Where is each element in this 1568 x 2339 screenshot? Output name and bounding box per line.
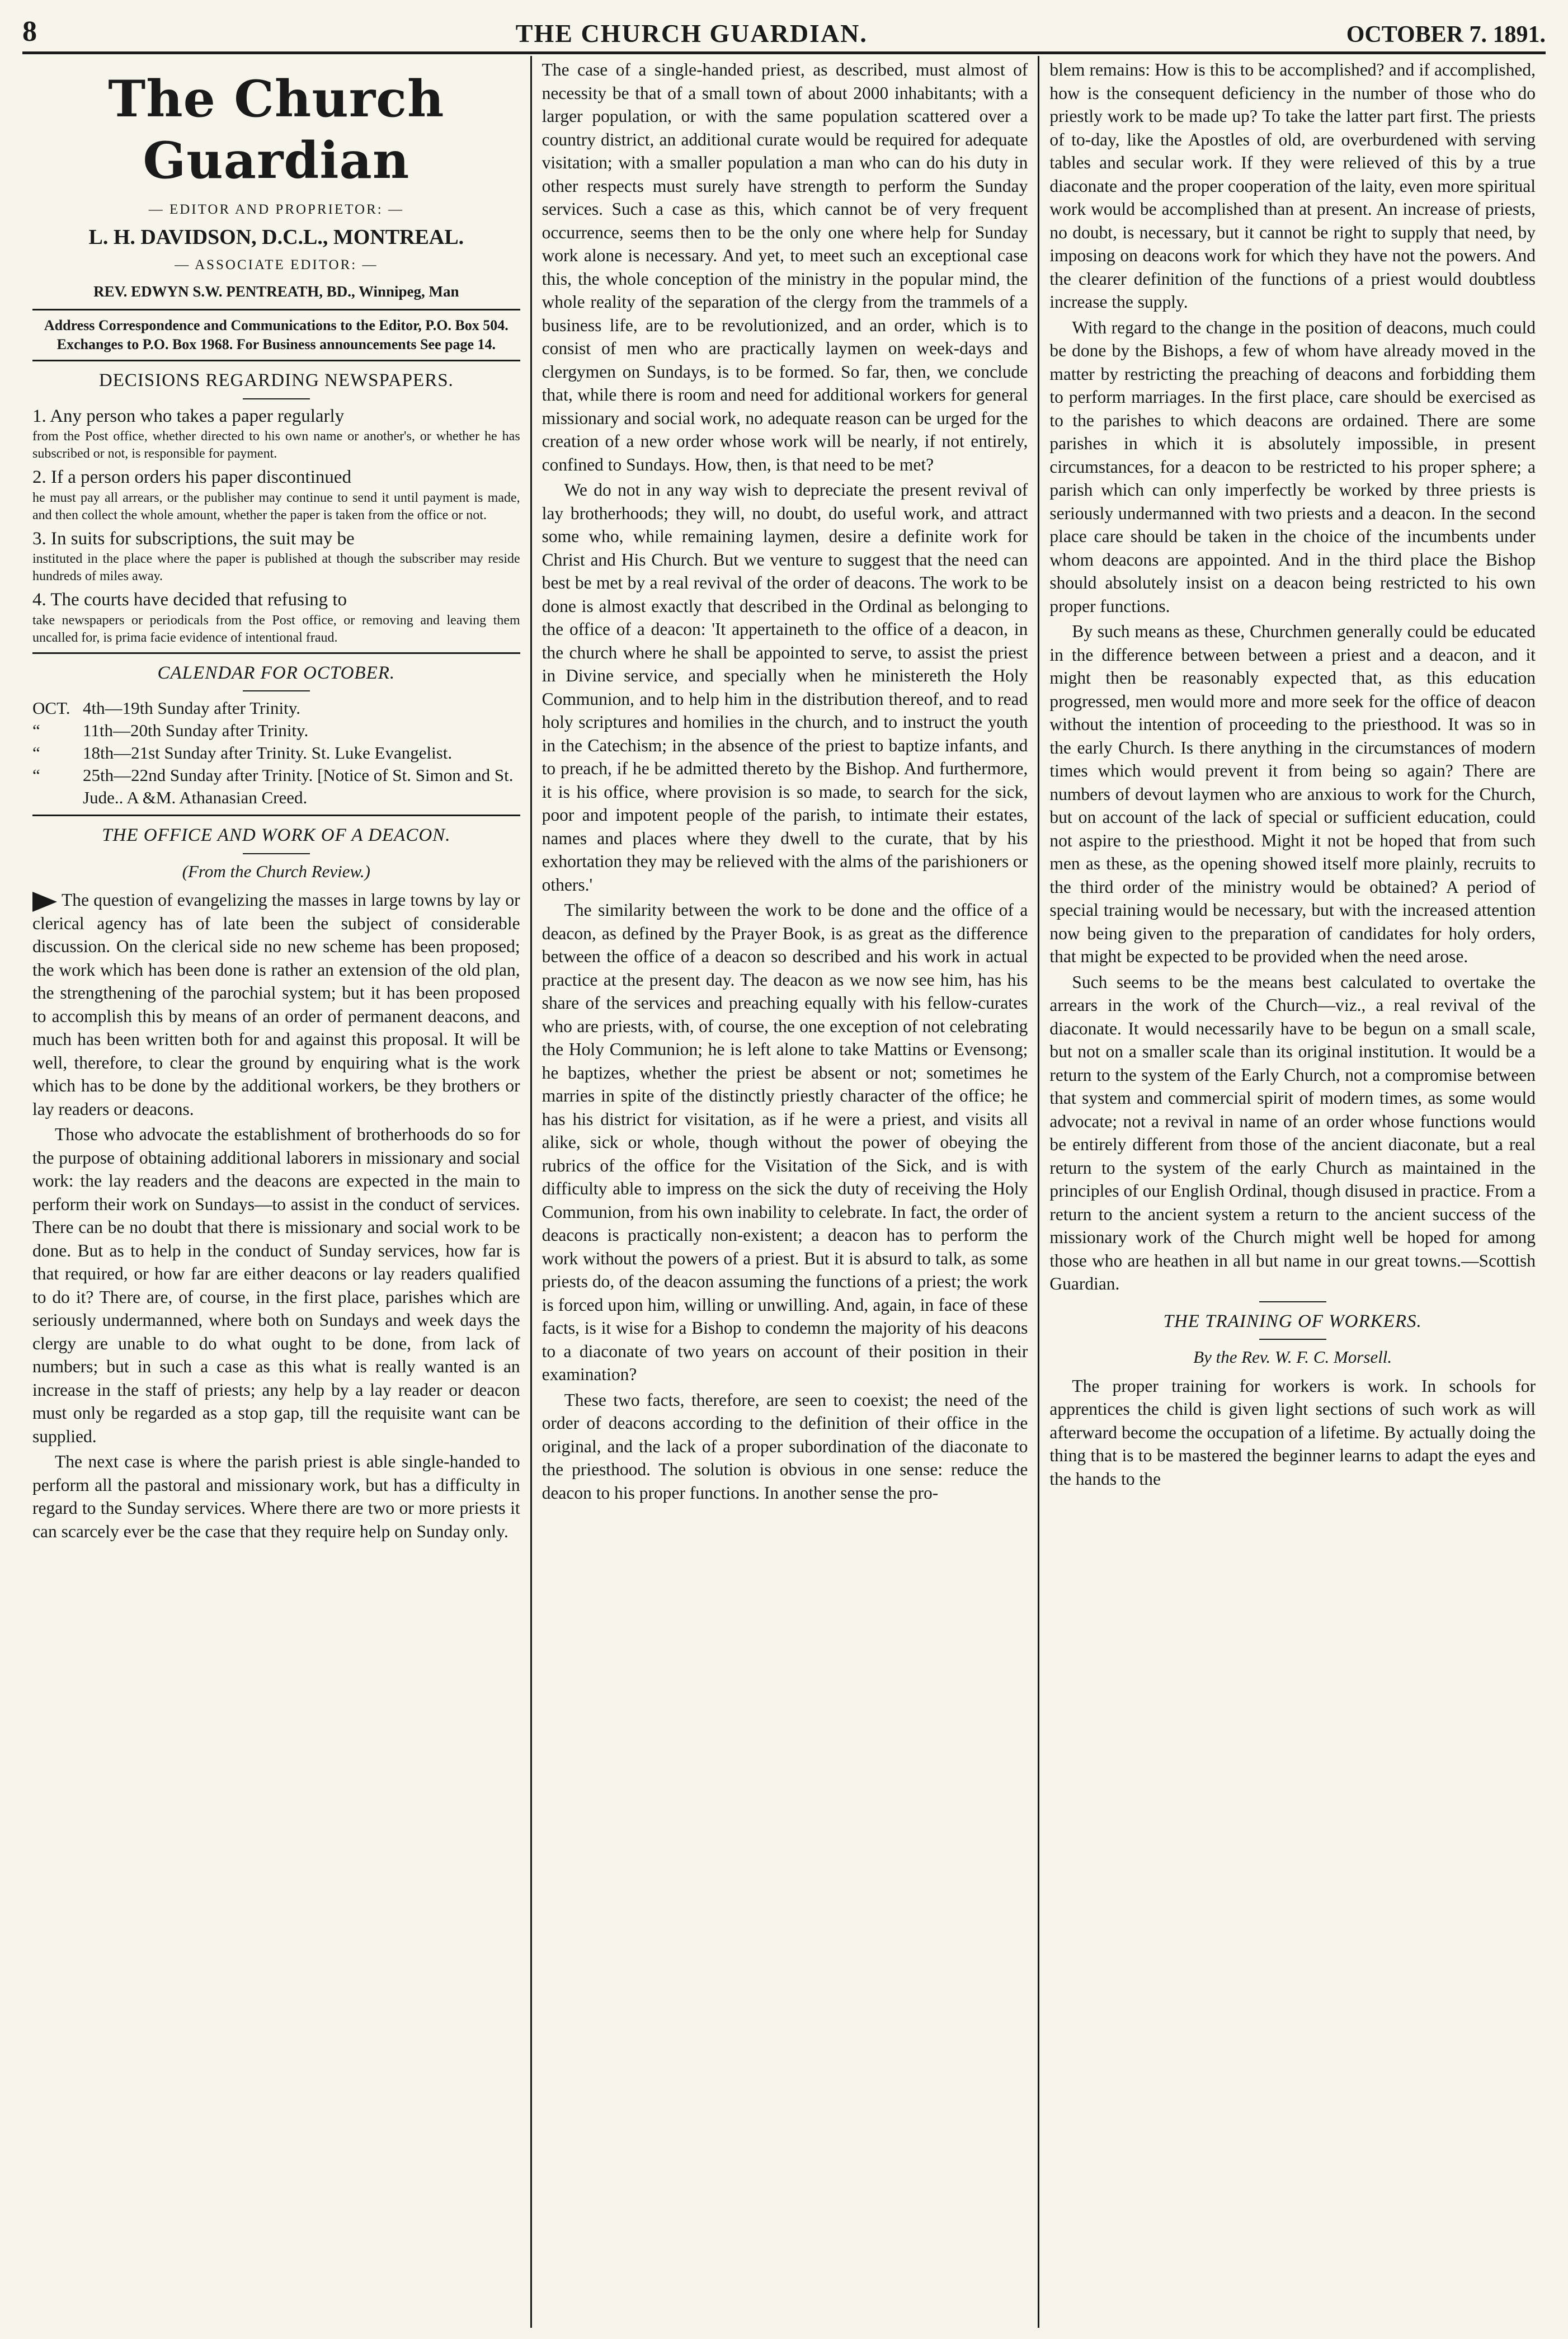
calendar-entry: 11th—20th Sunday after Trinity.: [83, 721, 309, 740]
decision-item: [32, 528, 520, 586]
column-3: [1038, 56, 1546, 2328]
calendar-entry: 25th—22nd Sunday after Trinity. [Notice of St. Simon and St. Jude.. A &M. Athanasian Creed.: [83, 765, 514, 807]
calendar-title: CALENDAR FOR OCTOBER.: [157, 662, 395, 683]
article-paragraph: The similarity between the work to be done and the office of a deacon, as defined by the Prayer Book, is as great as the difference between the office of a deacon so described and his work in actual practice at the present day. The deacon as we now see him, has his share of the services and preaching equally with his fellow-curates who are priests, with, of course, the one exception of not celebrating the Holy Communion; he is left alone to take Mattins or Evensong; he baptizes, whether the priest be absent or not; sometimes he marries in spite of the distinctly priestly character of the office; he has his district for visitation, as if he were a priest, and visits all alike, sick or whole, though without the power of obeying the rubrics of the office for the Visitation of the Sick, and is with difficulty able to impress on the sick the duty of receiving the Holy Communion, from his own inability to celebrate. In fact, the order of deacons is practically non-existent; a deacon has to perform the work without the powers of a priest. But it is absurd to talk, as some priests do, of the deacon assuming the functions of a priest; the work is forced upon him, willing or unwilling. And, again, in face of these facts, is it wise for a Bishop to condemn the majority of his deacons to a diaconate of two years on account of their position in their examination?: [541, 900, 1028, 1384]
decisions-title: DECISIONS REGARDING NEWSPAPERS.: [98, 370, 454, 390]
workers-article-byline: By the Rev. W. F. C. Morsell.: [1193, 1347, 1392, 1367]
article-paragraph: The next case is where the parish priest is able single-handed to perform all the pastoral and missionary work, but has a difficulty in regard to the Sunday services. Where there are two or more priests it can scarcely ever be the case that they require help on Sunday only.: [32, 1452, 520, 1541]
article-paragraph: We do not in any way wish to depreciate the present revival of lay brotherhoods; they will, no doubt, do useful work, and attract some who, while remaining laymen, desire a definite work for Christ and His Church. But we venture to suggest that the need can best be met by a real revival of the order of deacons. The work to be done is almost exactly that described in the Ordinal as belonging to the office of a deacon: 'It appertaineth to the office of a deacon, in the church where he shall be appointed to serve, to assist the priest in Divine service, and specially when he ministereth the Holy Communion, and to help him in the distribution thereof, and to read holy scriptures and homilies in the church, and to instruct the youth in the Catechism; in the absence of the priest to baptize infants, and to preach, if he be admitted thereto by the Bishop. And furthermore, it is his office, where provision is so made, to search for the sick, poor and impotent people of the parish, to intimate their estates, names and places where they dwell to the curate, that by his exhortation they may be relieved with the alms of the parishioners or others.': [541, 480, 1028, 895]
short-divider: [1259, 1301, 1326, 1302]
divider: [32, 360, 520, 361]
article-paragraph: Those who advocate the establishment of brotherhoods do so for the purpose of obtaining additional laborers in missionary and social work: the lay readers and the deacons are expected in the main to perform their work on Sundays—to assist in the conduct of services. There can be no doubt that there is missionary and social work to be done. But as to help in the conduct of Sunday services, how far is that required, or how far are either deacons or lay readers qualified to do it? There are, of course, in the first place, parishes which are seriously undermanned, where both on Sundays and week days the clergy are unable to do what ought to be done, from lack of numbers; but in such a case as this what is really wanted is an increase in the staff of priests; any help by a lay reader or deacon must only be regarded as a stop gap, till the requisite want can be supplied.: [32, 1124, 520, 1446]
calendar-month: “: [32, 743, 40, 763]
article-paragraph: By such means as these, Churchmen generally could be educated in the difference between between a priest and a deacon, and it might then be reasonably expected that, as this education progressed, men would more and more seek for the office of deacon without the intention of proceeding to the priesthood. It was so in the early Church. Is there anything in the circumstances of modern times which would prevent it from being so again? There are numbers of devout laymen who are anxious to work for the Church, but on account of the lack of special or sufficient education, could not aspire to the priesthood. Might it not be hoped that from such men as these, as the opening showed itself more plainly, recruits to the third order of the ministry would be obtained? A period of special training would be necessary, but with the increased attention now being given to the preparation of candidates for holy orders, that might be expected to be provided when the need arose.: [1049, 622, 1536, 966]
divider: [32, 309, 520, 310]
calendar-month: OCT.: [32, 698, 70, 718]
decision-lead: 4. The courts have decided that refusing to: [32, 590, 347, 610]
decision-lead: 2. If a person orders his paper discontinued: [32, 467, 352, 487]
short-divider: [243, 853, 310, 854]
paragraph-text: The question of evangelizing the masses in large towns by lay or clerical agency has of late been the subject of considerable discussion. On the clerical side no new scheme has been proposed; the work which has been done is rather an extension of the old plan, the strengthening of the parochial system; but it has been proposed to accomplish this by means of an order of permanent deacons, and much has been written both for and against this proposal. It will be well, therefore, to clear the ground by enquiring what is the work which has to be done by the additional workers, be they brothers or lay readers or deacons.: [32, 890, 520, 1119]
article-paragraph: Such seems to be the means best calculated to overtake the arrears in the work of the Church—viz., a real revival of the diaconate. It would necessarily have to be begun on a small scale, but not on a smaller scale than its original institution. It would be a return to the system of the Early Church, not a compromise between that system and commercial spirit of modern times, as some would advocate; not a revival in name of an order whose functions would be entirely different from those of the ancient diaconate, but a real return to the system of the early Church as maintained in the principles of our English Ordinal, though disused in practice. From a return to the ancient system a return to the ancient success of the missionary work of the Church might well be hoped for among those who are heathen in all but name in our great towns.—Scottish Guardian.: [1049, 972, 1536, 1293]
running-head: [22, 12, 1546, 54]
calendar-row: [32, 697, 520, 719]
pointing-hand-icon: [32, 892, 57, 912]
decision-item: [32, 405, 520, 463]
decision-text: from the Post office, whether directed to his own name or another's, or whether he has subscribed or not, is responsible for payment.: [32, 429, 520, 461]
calendar-month: “: [32, 721, 40, 740]
columns: [22, 56, 1546, 2328]
article-paragraph: The case of a single-handed priest, as described, must almost of necessity be that of a small town of about 2000 inhabitants; with a larger population, or with the same population scattered over a country district, an additional curate would be required for adequate visitation; with a smaller population a man who can do his duty in other respects must surely have strength to perform the Sunday services. Such a case as this, which cannot be of very frequent occurrence, seems then to be the only one where help for Sunday work alone is necessary. And yet, to meet such an exceptional case this, the whole conception of the ministry in the popular mind, the whole reality of the separation of the clergy from the trammels of a business life, are to be revolutionized, and an order, which is to consist of men who are practically laymen on week-days and clergymen on Sundays, is to be formed. So far, then, we conclude that, while there is room and need for additional workers for general missionary and social work, no adequate reason can be urged for the creation of a new order whose work will be nearly, if not entirely, confined to Sundays. How, then, is that need to be met?: [541, 60, 1028, 474]
divider: [32, 652, 520, 654]
address-notice: Address Correspondence and Communications to the Editor, P.O. Box 504. Exchanges to P.O. Box 1968. For Business announcements See page 14.: [44, 317, 508, 352]
calendar-row: [32, 764, 520, 809]
calendar-entry: 18th—21st Sunday after Trinity. St. Luke Evangelist.: [83, 743, 453, 763]
column-1: [22, 56, 530, 2328]
decision-text: take newspapers or periodicals from the Post office, or removing and leaving them uncalled for, is prima facie evidence of intentional fraud.: [32, 613, 520, 645]
decision-text: instituted in the place where the paper is published at though the subscriber may reside hundreds of miles away.: [32, 552, 520, 583]
calendar-row: [32, 719, 520, 742]
decision-lead: 1. Any person who takes a paper regularly: [32, 406, 345, 426]
article-paragraph: [32, 888, 520, 1121]
editor-name: L. H. DAVIDSON, D.C.L., MONTREAL.: [88, 225, 464, 249]
short-divider: [243, 690, 310, 691]
associate-name: REV. EDWYN S.W. PENTREATH, BD., Winnipeg, Man: [93, 283, 459, 300]
issue-date: OCTOBER 7. 1891.: [1346, 22, 1546, 48]
article-paragraph: These two facts, therefore, are seen to coexist; the need of the order of deacons according to the definition of their office in the original, and the lack of a proper subordination of the diaconate to the priesthood. The solution is obvious in one sense: reduce the deacon to his proper functions. In another sense the pro-: [541, 1390, 1028, 1503]
calendar-row: [32, 742, 520, 764]
associate-label: — ASSOCIATE EDITOR: —: [175, 257, 378, 272]
article-paragraph: blem remains: How is this to be accomplished? and if accomplished, how is the consequent deficiency in the number of those who do priestly work to be made up? To take the latter part first. The priests of to-day, like the Apostles of old, are overburdened with serving tables and secular work. If they were relieved of this by a true diaconate and the proper cooperation of the laity, even more spiritual work would be accomplished than at present. An increase of priests, no doubt, is necessary, but it cannot be right to supply that need, by imposing on deacons work for which they have not the powers. And the clearer definition of the functions of a priest would doubtless increase the supply.: [1049, 60, 1536, 312]
paper-title: THE CHURCH GUARDIAN.: [515, 19, 868, 48]
decision-lead: 3. In suits for subscriptions, the suit may be: [32, 528, 355, 549]
divider: [32, 815, 520, 816]
deacon-article-source: (From the Church Review.): [182, 861, 370, 881]
decision-item: [32, 589, 520, 647]
short-divider: [1259, 1339, 1326, 1340]
column-2: [530, 56, 1038, 2328]
masthead-title: The Church Guardian: [108, 69, 445, 190]
decision-item: [32, 466, 520, 524]
editor-label: — EDITOR AND PROPRIETOR: —: [148, 202, 404, 217]
page-number: 8: [22, 16, 37, 48]
decision-text: he must pay all arrears, or the publisher may continue to send it until payment is made, and then collect the whole amount, whether the paper is taken from the office or not.: [32, 490, 520, 523]
workers-article-title: THE TRAINING OF WORKERS.: [1163, 1311, 1422, 1331]
deacon-article-title: THE OFFICE AND WORK OF A DEACON.: [102, 825, 451, 845]
calendar-month: “: [32, 765, 40, 785]
article-paragraph: The proper training for workers is work. In schools for apprentices the child is given light sections of such work as will afterward become the occupation of a lifetime. By actually doing the thing that is to be mastered the beginner learns to adapt the eyes and the hands to the: [1049, 1376, 1536, 1489]
short-divider: [243, 398, 310, 399]
article-paragraph: With regard to the change in the position of deacons, much could be done by the Bishops, a few of whom have already moved in the matter by restricting the preaching of deacons and forbidding them to perform marriages. In the first place, care should be exercised as to the parishes to which deacons are ordained. There are some parishes in which it is absolutely impossible, in present circumstances, for a deacon to be restricted to his proper sphere; a parish which can only imperfectly be worked by three priests is seriously undermanned with two priests and a deacon. In the second place care should be taken in the choice of the incumbents under whom deacons are appointed. And in the third place the Bishop should absolutely insist on a deacon being restricted to his own proper functions.: [1049, 317, 1536, 616]
calendar-entry: 4th—19th Sunday after Trinity.: [83, 698, 300, 718]
